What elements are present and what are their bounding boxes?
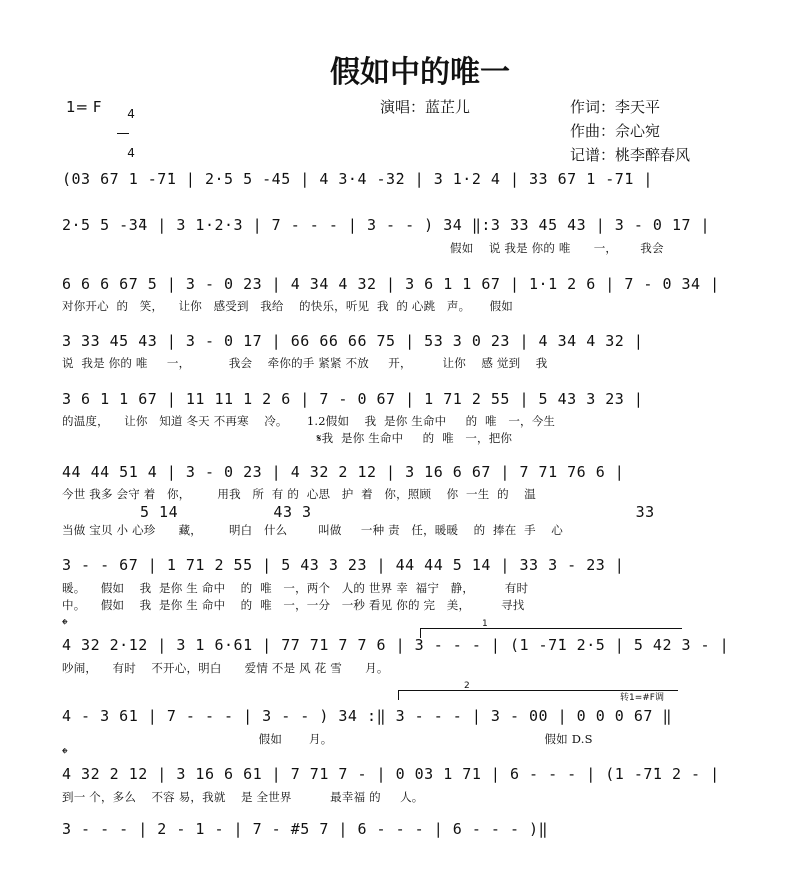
time-signature-bottom: 4	[127, 146, 135, 160]
score-line-1: (03 67 1 -7̄1 | 2·5 5 -4̄5 | 4 3·4 -3̄2 | 3 1·2 4 | 33 67 1 -7̄1 |	[62, 170, 653, 188]
score-line-5: 3 6 1 1 67 | 11 11 1 2 6 | 7 - 0 67 | 1 71 2 55 | 5 43 3 23 |	[62, 390, 644, 408]
lyrics-line-5a: 的温度， 让你 知道 冬天 不再寒 冷。 1.2假如 我 是你 生命中 的 唯 一，今生	[62, 414, 556, 428]
lyrics-line-10: 假如 月。 假如 D.S	[62, 732, 593, 746]
score-line-8: 3 - - 67 | 1 71 2 55 | 5 43 3 23 | 44 44 5 14 | 33 3 - 23 |	[62, 556, 625, 574]
volta-1-label: 1	[482, 619, 488, 629]
score-line-12: 3 - - - | 2 - 1 - | 7 - #5 7 | 6 - - - | 6 - - - )‖	[62, 820, 549, 838]
lyrics-line-8b: 中。 假如 我 是你 生 命中 的 唯 一，一分 一秒 看见 你的 完 美， 寻找	[62, 598, 525, 612]
time-signature-top: 4	[127, 107, 135, 121]
song-title: 假如中的唯一	[330, 55, 510, 90]
score-line-3: 6 6 6 67 5 | 3 - 0 23 | 4 34 4 32 | 3 6 1 1 67 | 1·1 2 6 | 7 - 0 34 |	[62, 275, 720, 293]
coda-sign-icon-2: 𝄌	[62, 744, 68, 763]
coda-sign-icon: 𝄌	[62, 615, 68, 634]
score-line-2: 2·5 5 -3̄4 | 3 1·2·3 | 7 - - - | 3 - - ) 34 ‖:3 33 45 43 | 3 - 0 17 |	[62, 216, 711, 234]
score-line-9: 4 32 2·12 | 3 1 6·61 | 77 71 7 7 6 | 3 - - - | (1 -7̄1 2·5 | 5 42 3 - |	[62, 636, 730, 654]
lyrics-line-2: 假如 说 我是 你的 唯 一， 我会	[450, 241, 664, 255]
composer-credit: 作曲：佘心宛	[570, 122, 661, 140]
score-line-4: 3 33 45 43 | 3 - 0 17 | 66 66 66 75 | 53 3 0 23 | 4 34 4 32 |	[62, 332, 644, 350]
modulation-note: 转1=#F调	[620, 693, 664, 703]
lyricist-credit: 作词：李天平	[570, 98, 661, 116]
score-line-10: 4 - 3 61 | 7 - - - | 3 - - ) 34 :‖ 3 - - - | 3 - 00 | 0 0 0 67 ‖	[62, 707, 672, 725]
singer-credit: 演唱：蓝芷儿	[380, 98, 471, 116]
volta-2-label: 2	[464, 681, 470, 691]
time-signature	[112, 96, 135, 171]
volta-1-bracket	[420, 628, 682, 629]
lyrics-line-5b: 𝄋我 是你 生命中 的 唯 一，把你	[62, 431, 513, 445]
score-line-11: 4 32 2 12 | 3 16 6 61 | 7 71 7 - | 0 03 1 71 | 6 - - - | (1 -7̄1 2 - |	[62, 765, 720, 783]
lyrics-line-9: 吵闹， 有时 不开心，明白 爱情 不是 风 花 雪 月。	[62, 661, 389, 675]
volta-2-bracket	[398, 690, 678, 691]
key-signature: 1= F	[66, 98, 102, 116]
score-line-7-alt: 5 14 43 3 33	[140, 503, 655, 521]
lyrics-line-3: 对你开心 的 笑， 让你 感受到 我给 的快乐，听见 我 的 心跳 声。 假如	[62, 299, 513, 313]
lyrics-line-7: 当做 宝贝 小 心珍 藏， 明白 什么 叫做 一种 责 任，暖暖 的 捧在 手 心	[62, 523, 563, 537]
lyrics-line-11: 到一 个，多么 不容 易，我就 是 全世界 最幸福 的 人。	[62, 790, 424, 804]
lyrics-line-8a: 暖。 假如 我 是你 生 命中 的 唯 一，两个 人的 世界 幸 福宁 静， 有时	[62, 581, 529, 595]
score-line-6: 44 44 51 4 | 3 - 0 23 | 4 32 2 12 | 3 16 6 67 | 7 71 76 6 |	[62, 463, 625, 481]
lyrics-line-6: 今世 我多 会守 着 你， 用我 所 有 的 心思 护 着 你，照顾 你 一生 的 温	[62, 487, 536, 501]
transcriber-credit: 记谱：桃李醉春风	[570, 146, 691, 164]
lyrics-line-4: 说 我是 你的 唯 一， 我会 牵你的手 紧紧 不放 开， 让你 感 觉到 我	[62, 356, 548, 370]
